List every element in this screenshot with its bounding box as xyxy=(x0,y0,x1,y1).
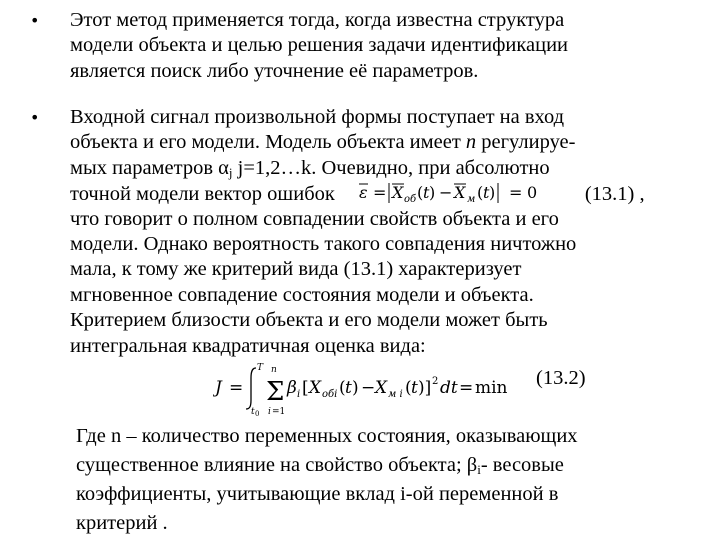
svg-text:t: t xyxy=(482,183,490,203)
svg-text:t: t xyxy=(411,378,418,398)
text-line: Где n – количество переменных состояния, оказывающих xyxy=(76,425,578,447)
svg-text:n: n xyxy=(271,365,277,375)
text-line: модели объекта и целью решения задачи идентификации xyxy=(70,34,569,57)
text-line: что говорит о полном совпадении свойств объекта и его xyxy=(70,207,559,230)
text-line xyxy=(70,181,700,206)
bullet-marker: • xyxy=(30,108,40,127)
svg-text:м i: м i xyxy=(388,389,403,400)
svg-text:(: ( xyxy=(405,378,412,398)
variable-n: n xyxy=(465,131,477,154)
paragraph-text xyxy=(70,105,700,359)
svg-text:X: X xyxy=(309,378,322,398)
svg-text:обi: обi xyxy=(322,389,338,400)
svg-text:t: t xyxy=(251,407,255,416)
svg-text:min: min xyxy=(475,378,508,398)
bullet-paragraph-2 xyxy=(30,105,700,359)
svg-text:): ) xyxy=(488,183,496,203)
text-line xyxy=(76,451,696,480)
svg-text:t: t xyxy=(422,183,430,203)
svg-text:dt: dt xyxy=(440,378,458,398)
text-fragment: точной модели вектор ошибок xyxy=(70,183,335,206)
svg-text:β: β xyxy=(287,378,297,398)
equation-number: (13.1) , xyxy=(584,183,645,206)
svg-text:X: X xyxy=(375,378,388,398)
paragraph-text xyxy=(70,8,700,84)
svg-text:Σ: Σ xyxy=(266,377,285,407)
text-line: Критерием близости объекта и его модели может быть xyxy=(70,309,548,332)
svg-text:(: ( xyxy=(339,378,346,398)
svg-text:−: − xyxy=(361,378,376,398)
svg-text:i: i xyxy=(297,389,301,400)
error-vector-formula xyxy=(359,181,549,205)
text-line xyxy=(70,156,700,181)
svg-text:=1: =1 xyxy=(272,407,286,416)
text-line xyxy=(70,130,700,155)
bullet-paragraph-1 xyxy=(30,8,700,84)
svg-text:0: 0 xyxy=(255,410,260,416)
text-fragment: регулируе- xyxy=(476,131,576,154)
svg-text:): ) xyxy=(428,183,436,203)
svg-text:=: = xyxy=(372,183,387,203)
text-fragment: объекта и его модели. Модель объекта имеет xyxy=(70,131,466,154)
svg-text:)]: )] xyxy=(418,378,432,398)
equation-13-2-row xyxy=(0,360,720,416)
svg-text:м: м xyxy=(466,194,476,206)
text-line: мгновенное совпадение состояния модели и объекта. xyxy=(70,283,534,306)
svg-text:T: T xyxy=(257,363,264,373)
svg-text:[: [ xyxy=(302,378,309,398)
text-fragment: существенное влияние на свойство объекта; β xyxy=(76,454,478,476)
svg-text:2: 2 xyxy=(432,376,439,387)
text-line: является поиск либо уточнение её параметров. xyxy=(70,59,479,82)
equation-number: (13.2) xyxy=(536,367,586,389)
svg-text:X: X xyxy=(391,183,404,203)
svg-text:=: = xyxy=(459,378,474,398)
equation-13-2 xyxy=(213,360,513,416)
text-fragment: j=1,2…k. Очевидно, при абсолютно xyxy=(232,156,550,179)
svg-text:X: X xyxy=(453,183,466,203)
subscript: j xyxy=(228,164,233,180)
svg-text:J: J xyxy=(215,378,222,398)
svg-text:0: 0 xyxy=(526,183,538,203)
text-line: Этот метод применяется тогда, когда известна структура xyxy=(70,9,565,31)
svg-text:): ) xyxy=(352,378,359,398)
text-fragment: мых параметров α xyxy=(70,156,229,179)
text-line: Входной сигнал произвольной формы поступает на вход xyxy=(70,106,565,128)
svg-text:ε: ε xyxy=(358,183,368,203)
text-line: модели. Однако вероятность такого совпадения ничтожно xyxy=(70,232,577,255)
svg-text:(: ( xyxy=(476,183,484,203)
subscript: i xyxy=(477,462,481,477)
svg-text:(: ( xyxy=(416,183,424,203)
svg-text:−: − xyxy=(438,183,453,203)
svg-text:=: = xyxy=(508,183,523,203)
svg-text:t: t xyxy=(345,378,352,398)
text-fragment: - весовые xyxy=(480,454,564,476)
closing-paragraph xyxy=(76,422,696,538)
svg-text:=: = xyxy=(229,378,244,398)
text-line: мала, к тому же критерий вида (13.1) характеризует xyxy=(70,258,522,281)
text-line: интегральная квадратичная оценка вида: xyxy=(70,334,426,357)
svg-text:i: i xyxy=(268,407,271,416)
text-line: коэффициенты, учитывающие вклад i-ой переменной в xyxy=(76,483,559,505)
integral-criterion-formula xyxy=(213,360,513,416)
text-line: критерий . xyxy=(76,512,168,534)
bullet-marker: • xyxy=(30,11,40,30)
svg-text:об: об xyxy=(403,194,416,206)
